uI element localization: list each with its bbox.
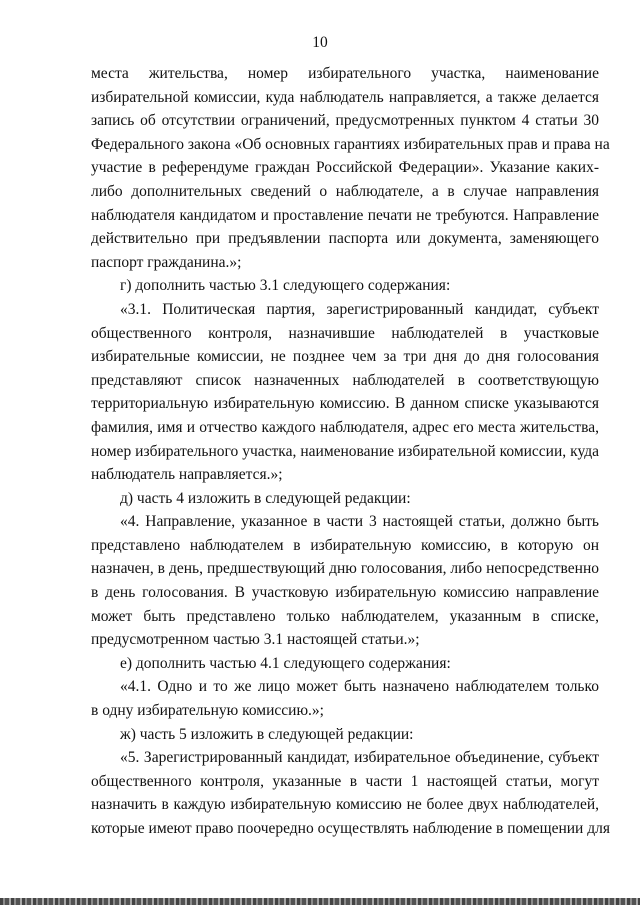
text-line: которые имеют право поочередно осуществлять наблюдение в помещении для	[91, 820, 610, 837]
text-line: может быть представлено только наблюдателем, указанным в списке,	[91, 607, 599, 625]
text-line: фамилия, имя и отчество каждого наблюдателя, адрес его места жительства,	[91, 418, 599, 436]
text-line: участие в референдуме граждан Российской Федерации». Указание каких-	[91, 159, 599, 177]
text-line: предусмотренном частью 3.1 настоящей статьи.»;	[91, 631, 420, 649]
text-line: номер избирательного участка, наименование избирательной комиссии, куда	[91, 442, 599, 460]
text-line: наблюдателя кандидатом и проставление печати не требуются. Направление	[91, 206, 599, 224]
text-line: действительно при предъявлении паспорта или документа, заменяющего	[91, 230, 599, 248]
page-number: 10	[312, 34, 328, 51]
document-body	[91, 62, 610, 841]
text-line: общественного контроля, назначившие наблюдателей в участковые	[91, 324, 599, 342]
text-line: назначить в каждую избирательную комиссию не более двух наблюдателей,	[91, 796, 599, 814]
scan-edge-artifact	[0, 898, 640, 905]
text-line: избирательные комиссии, не позднее чем за три дня до дня голосования	[91, 348, 599, 366]
text-line: представлено наблюдателем в избирательную комиссию, в которую он	[91, 536, 599, 554]
text-line: в одну избирательную комиссию.»;	[91, 702, 324, 720]
text-line: «4. Направление, указанное в части 3 настоящей статьи, должно быть	[120, 513, 599, 531]
text-line: е) дополнить частью 4.1 следующего содержания:	[120, 654, 451, 672]
text-line: места жительства, номер избирательного участка, наименование	[91, 65, 599, 82]
text-line: территориальную избирательную комиссию. В данном списке указываются	[91, 395, 599, 413]
text-line: назначен, в день, предшествующий дню голосования, либо непосредственно	[91, 560, 599, 578]
text-line: ж) часть 5 изложить в следующей редакции:	[120, 725, 414, 743]
text-line: Федерального закона «Об основных гарантиях избирательных прав и права на	[91, 135, 610, 153]
text-line: запись об отсутствии ограничений, предусмотренных пунктом 4 статьи 30	[91, 112, 599, 130]
text-line: наблюдатель направляется.»;	[91, 466, 283, 484]
text-line: в день голосования. В участковую избирательную комиссию направление	[91, 584, 599, 602]
text-line: паспорт гражданина.»;	[91, 253, 242, 271]
text-line: «4.1. Одно и то же лицо может быть назначено наблюдателем только	[120, 678, 599, 696]
text-line: «5. Зарегистрированный кандидат, избирательное объединение, субъект	[120, 749, 599, 767]
text-line: «3.1. Политическая партия, зарегистрированный кандидат, субъект	[120, 300, 599, 318]
text-line: д) часть 4 изложить в следующей редакции:	[120, 489, 411, 507]
text-line: избирательной комиссии, куда наблюдатель направляется, а также делается	[91, 88, 599, 106]
text-line: представляют список назначенных наблюдателей в соответствующую	[91, 371, 599, 389]
text-line: либо дополнительных сведений о наблюдателе, а в случае направления	[91, 182, 599, 200]
text-line: г) дополнить частью 3.1 следующего содержания:	[120, 277, 451, 295]
text-line: общественного контроля, указанные в части 1 настоящей статьи, могут	[91, 772, 599, 790]
